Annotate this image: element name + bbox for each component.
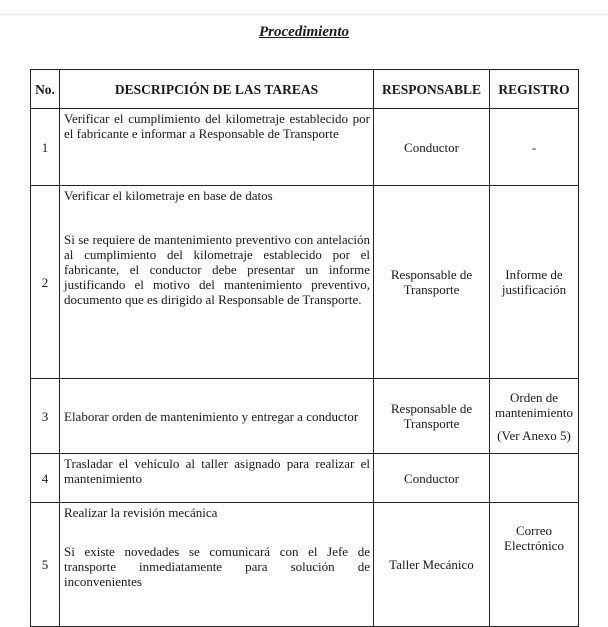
task-record: - [490, 109, 579, 186]
task-record-note: (Ver Anexo 5) [497, 427, 571, 443]
task-description [60, 454, 374, 503]
row-number: 5 [31, 503, 60, 627]
task-record [490, 379, 579, 454]
task-responsible: Responsable de Transporte [374, 186, 490, 379]
row-number: 3 [31, 379, 60, 454]
task-responsible: Responsable de Transporte [374, 379, 490, 454]
header-descripcion: DESCRIPCIÓN DE LAS TAREAS [60, 70, 374, 109]
table-header-row [31, 70, 579, 109]
task-responsible: Conductor [374, 454, 490, 503]
task-record-text: Orden de mantenimiento [495, 389, 573, 420]
header-responsable: RESPONSABLE [374, 70, 490, 109]
task-description [60, 186, 374, 379]
document-title: Procedimiento [259, 24, 349, 40]
task-description [60, 109, 374, 186]
task-responsible: Taller Mecánico [374, 503, 490, 627]
table-row [31, 503, 579, 627]
header-no: No. [31, 70, 60, 109]
header-registro: REGISTRO [490, 70, 579, 109]
table-row [31, 454, 579, 503]
task-description-text: Trasladar el vehículo al taller asignado para realizar el mantenimiento [64, 456, 370, 486]
task-description-note: Si existe novedades se comunicará con el Jefe de transporte inmediatamente para solución de inconvenientes [64, 544, 370, 589]
task-record: Correo Electrónico [490, 503, 579, 627]
task-description-text: Realizar la revisión mecánica [64, 505, 218, 520]
procedure-table [30, 69, 579, 627]
table-row [31, 186, 579, 379]
task-description-text: Elaborar orden de mantenimiento y entregar a conductor [64, 408, 359, 424]
row-number: 1 [31, 109, 60, 186]
table-row [31, 379, 579, 454]
top-divider [0, 14, 608, 15]
row-number: 4 [31, 454, 60, 503]
task-description-note: Si se requiere de mantenimiento preventivo con antelación al cumplimiento del kilometraje establecido por el fabricante, el conductor debe presentar un informe justificando el motivo del mantenimiento preventivo, documento que es dirigido al Responsable de Transporte. [64, 232, 370, 307]
row-number: 2 [31, 186, 60, 379]
task-description-text: Verificar el kilometraje en base de datos [64, 188, 273, 203]
table-row [31, 109, 579, 186]
task-description-text: Verificar el cumplimiento del kilometraje establecido por el fabricante e informar a Responsable de Transporte [64, 111, 370, 141]
task-description [60, 379, 374, 454]
task-responsible: Conductor [374, 109, 490, 186]
task-record [490, 454, 579, 503]
task-description [60, 503, 374, 627]
task-record: Informe de justificación [490, 186, 579, 379]
